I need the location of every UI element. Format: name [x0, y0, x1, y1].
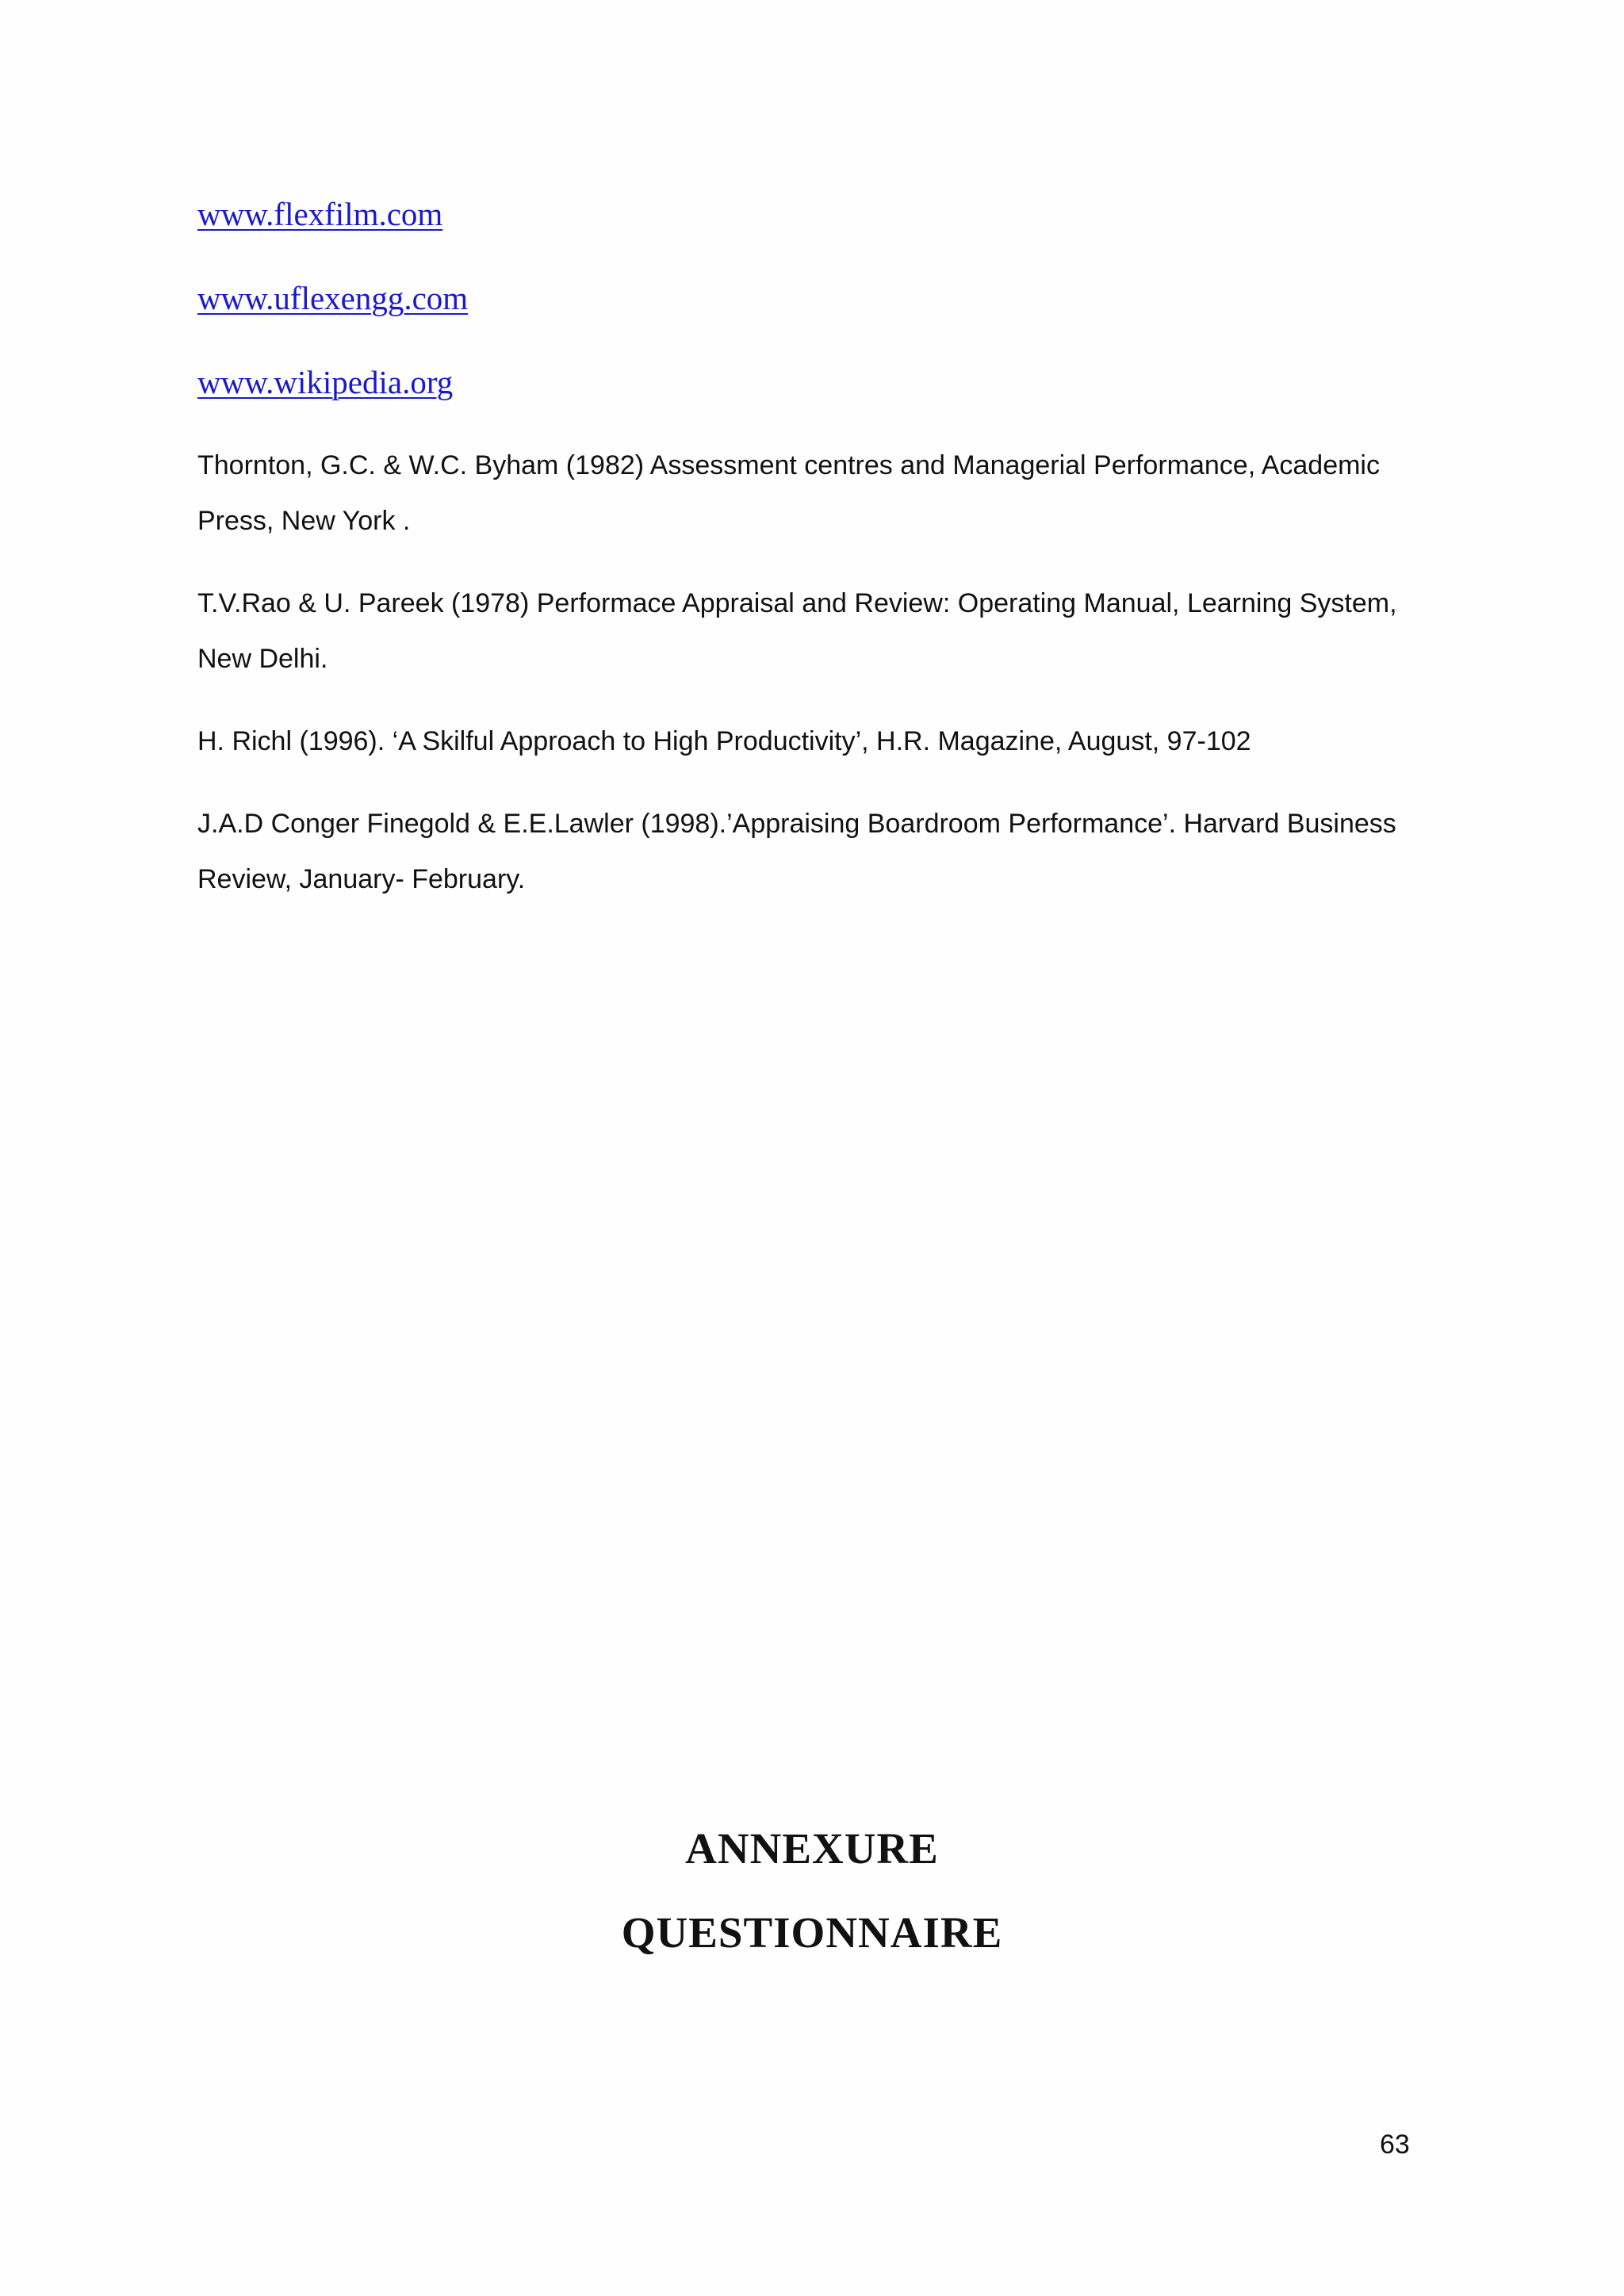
reference-richl: H. Richl (1996). ‘A Skilful Approach to High Productivity’, H.R. Magazine, August, 97-102	[197, 726, 1251, 756]
link-flexfilm[interactable]: www.flexfilm.com	[197, 196, 443, 232]
questionnaire-heading: QUESTIONNAIRE	[621, 1908, 1003, 1957]
page-number: 63	[1380, 2130, 1410, 2160]
reference-rao-pareek: T.V.Rao & U. Pareek (1978) Performace Appraisal and Review: Operating Manual, Learning System, New Delhi.	[197, 588, 1397, 674]
annexure-heading: ANNEXURE	[685, 1824, 939, 1873]
reference-thornton: Thornton, G.C. & W.C. Byham (1982) Assessment centres and Managerial Performance, Academic Press, New York .	[197, 450, 1380, 536]
link-wikipedia[interactable]: www.wikipedia.org	[197, 364, 454, 400]
reference-conger: J.A.D Conger Finegold & E.E.Lawler (1998).’Appraising Boardroom Performance’. Harvard Business Review, January- February.	[197, 809, 1396, 894]
link-uflexengg[interactable]: www.uflexengg.com	[197, 280, 469, 316]
